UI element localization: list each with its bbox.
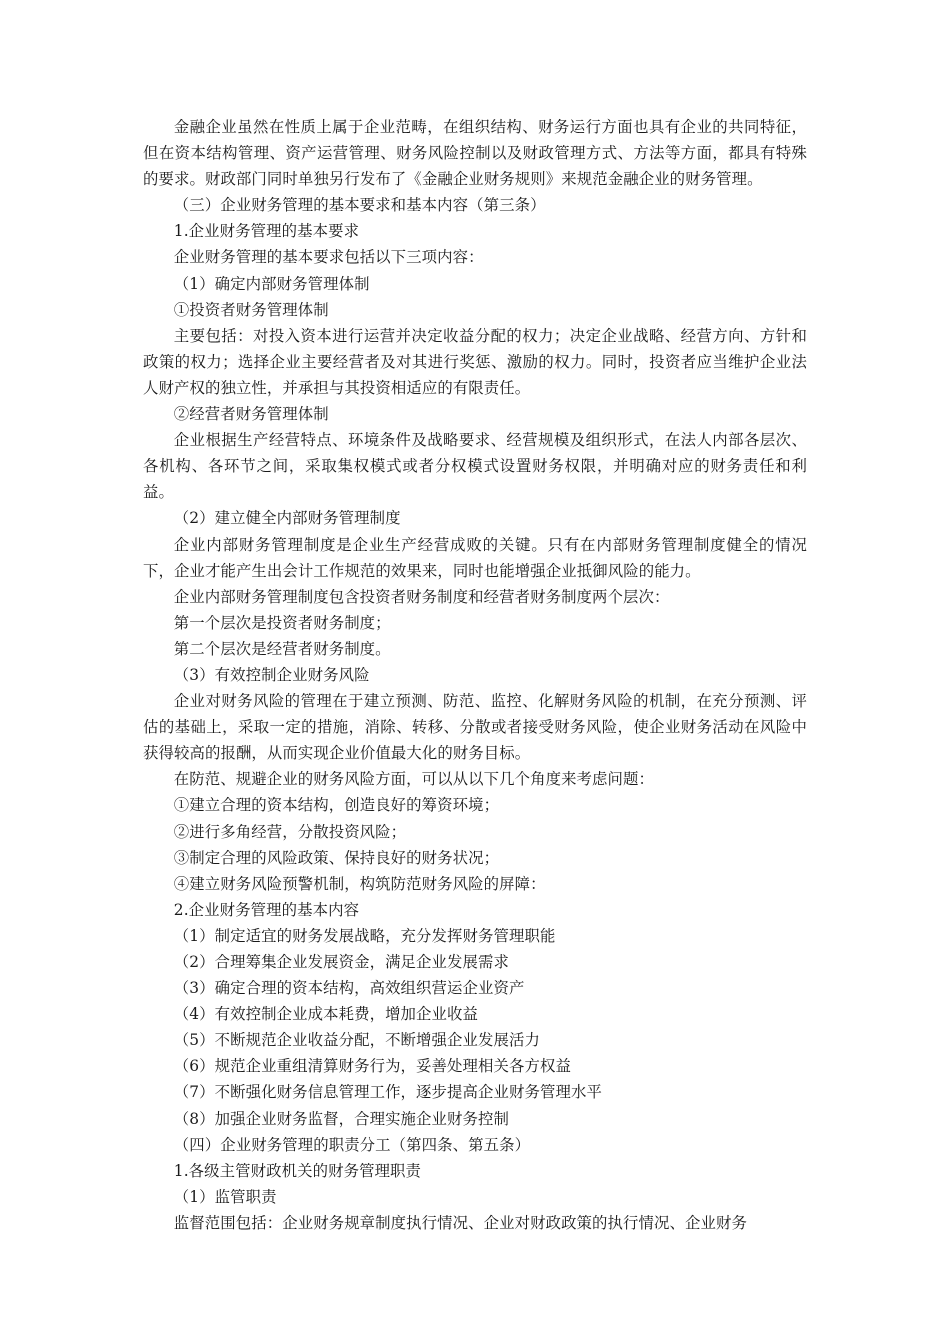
paragraph: 企业根据生产经营特点、环境条件及战略要求、经营规模及组织形式，在法人内部各层次、各机构、各环节之间，采取集权模式或者分权模式设置财务权限，并明确对应的财务责任和利益。 <box>143 431 807 502</box>
subsection-heading: 1.各级主管财政机关的财务管理职责 <box>173 1161 422 1180</box>
item-heading: （2）建立健全内部财务管理制度 <box>173 509 401 528</box>
paragraph: 企业财务管理的基本要求包括以下三项内容： <box>173 248 484 267</box>
list-item: 第一个层次是投资者财务制度； <box>173 613 391 632</box>
list-item: （1）制定适宜的财务发展战略，充分发挥财务管理职能 <box>173 926 556 945</box>
subsection-heading: 1.企业财务管理的基本要求 <box>173 222 360 241</box>
list-item: （2）合理筹集企业发展资金，满足企业发展需求 <box>173 953 509 971</box>
list-item: ①建立合理的资本结构，创造良好的筹资环境； <box>173 796 500 815</box>
item-heading: ②经营者财务管理体制 <box>173 405 329 424</box>
list-item: （8）加强企业财务监督，合理实施企业财务控制 <box>173 1109 509 1128</box>
list-item: 第二个层次是经营者财务制度。 <box>173 639 391 658</box>
list-item: （7）不断强化财务信息管理工作，逐步提高企业财务管理水平 <box>173 1083 602 1102</box>
document-body <box>143 114 807 1236</box>
item-heading: （1）确定内部财务管理体制 <box>173 274 370 293</box>
paragraph: 金融企业虽然在性质上属于企业范畴，在组织结构、财务运行方面也具有企业的共同特征，但在资本结构管理、资产运营管理、财务风险控制以及财政管理方式、方法等方面，都具有特殊的要求。财政部门同时单独另行发布了《金融企业财务规则》来规范金融企业的财务管理。 <box>143 118 807 189</box>
item-heading: （3）有效控制企业财务风险 <box>173 665 370 684</box>
list-item: ③制定合理的风险政策、保持良好的财务状况； <box>173 848 500 867</box>
list-item: （5）不断规范企业收益分配，不断增强企业发展活力 <box>173 1031 540 1050</box>
list-item: （6）规范企业重组清算财务行为，妥善处理相关各方权益 <box>173 1057 571 1076</box>
section-heading: （三）企业财务管理的基本要求和基本内容（第三条） <box>173 196 546 215</box>
list-item: （4）有效控制企业成本耗费，增加企业收益 <box>173 1005 479 1024</box>
paragraph: 在防范、规避企业的财务风险方面，可以从以下几个角度来考虑问题： <box>173 770 655 789</box>
paragraph: 主要包括：对投入资本进行运营并决定收益分配的权力；决定企业战略、经营方向、方针和政策的权力；选择企业主要经营者及对其进行奖惩、激励的权力。同时，投资者应当维护企业法人财产权的独立性，并承担与其投资相适应的有限责任。 <box>143 326 807 397</box>
section-heading: （四）企业财务管理的职责分工（第四条、第五条） <box>173 1135 531 1154</box>
item-heading: ①投资者财务管理体制 <box>173 300 329 319</box>
list-item: ②进行多角经营，分散投资风险； <box>173 822 407 841</box>
item-heading: （1）监管职责 <box>173 1187 277 1206</box>
paragraph: 企业对财务风险的管理在于建立预测、防范、监控、化解财务风险的机制，在充分预测、评估的基础上，采取一定的措施，消除、转移、分散或者接受财务风险，使企业财务活动在风险中获得较高的报酬，从而实现企业价值最大化的财务目标。 <box>143 692 807 763</box>
paragraph: 监督范围包括：企业财务规章制度执行情况、企业对财政政策的执行情况、企业财务 <box>173 1213 747 1232</box>
paragraph: 企业内部财务管理制度包含投资者财务制度和经营者财务制度两个层次： <box>173 587 670 606</box>
paragraph: 企业内部财务管理制度是企业生产经营成败的关键。只有在内部财务管理制度健全的情况下，企业才能产生出会计工作规范的效果来，同时也能增强企业抵御风险的能力。 <box>143 535 807 580</box>
list-item: （3）确定合理的资本结构，高效组织营运企业资产 <box>173 979 525 998</box>
list-item: ④建立财务风险预警机制，构筑防范财务风险的屏障： <box>173 874 546 893</box>
subsection-heading: 2.企业财务管理的基本内容 <box>173 900 360 919</box>
